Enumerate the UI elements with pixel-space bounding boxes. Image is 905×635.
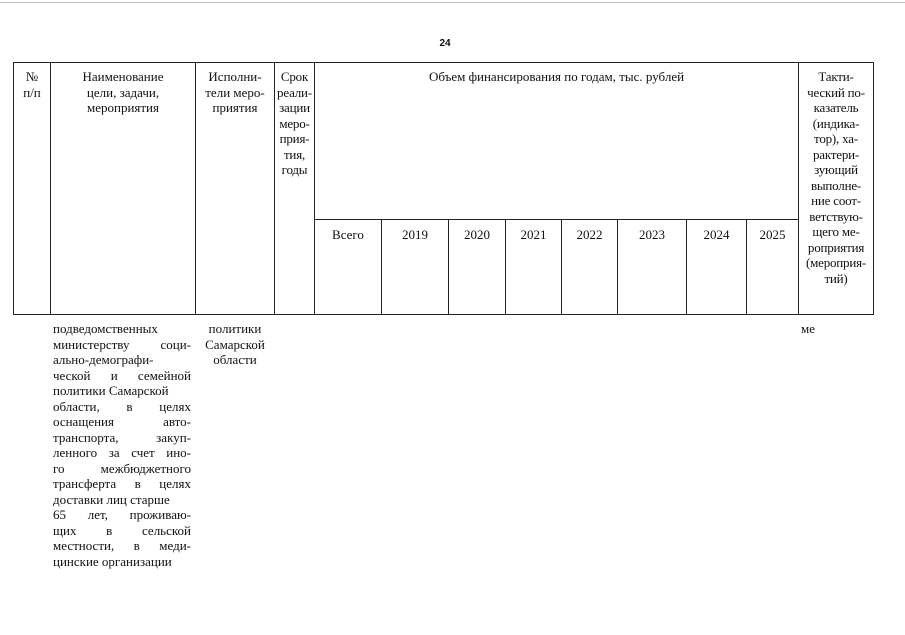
header-funding-2023: 2023 <box>639 227 665 242</box>
header-funding-2024: 2024 <box>703 227 730 242</box>
header-funding-2019: 2019 <box>402 227 428 242</box>
header-funding-2025: 2025 <box>759 227 786 242</box>
header-number: № п/п <box>23 69 41 100</box>
continuation-name-text: подведомственных министерству соци- ально-демографи- ческой и семейной политики Самарской области, в целях оснащения авто- транспорта, закуп- ленного за счет ино- го межбюджетного трансферта в целях доставки лиц старше 65 лет, проживаю- щих в сельской местности, в меди- цинские организации <box>53 321 191 569</box>
header-funding-total: Всего <box>332 227 364 242</box>
header-funding-2022: 2022 <box>576 227 603 242</box>
header-funding-2020: 2020 <box>464 227 490 242</box>
header-funding-2021: 2021 <box>520 227 547 242</box>
header-funding-title: Объем финансирования по годам, тыс. рублей <box>428 69 685 84</box>
header-name: Наименование цели, задачи, мероприятия <box>82 69 164 115</box>
continuation-executor-text: политики Самарской области <box>205 321 265 367</box>
header-term: Срок реали- зации меро- прия- тия, годы <box>277 69 312 177</box>
continuation-indicator-text: ме <box>801 321 815 336</box>
header-indicator: Такти- ческий по- казатель (индика- тор), ха- рактери- зующий выполне- ние соот- ветствую- щего ме- роприятия (мероприя- тий) <box>805 69 867 286</box>
page-number: 24 <box>439 38 451 49</box>
header-executors: Исполни- тели меро- приятия <box>205 69 265 115</box>
